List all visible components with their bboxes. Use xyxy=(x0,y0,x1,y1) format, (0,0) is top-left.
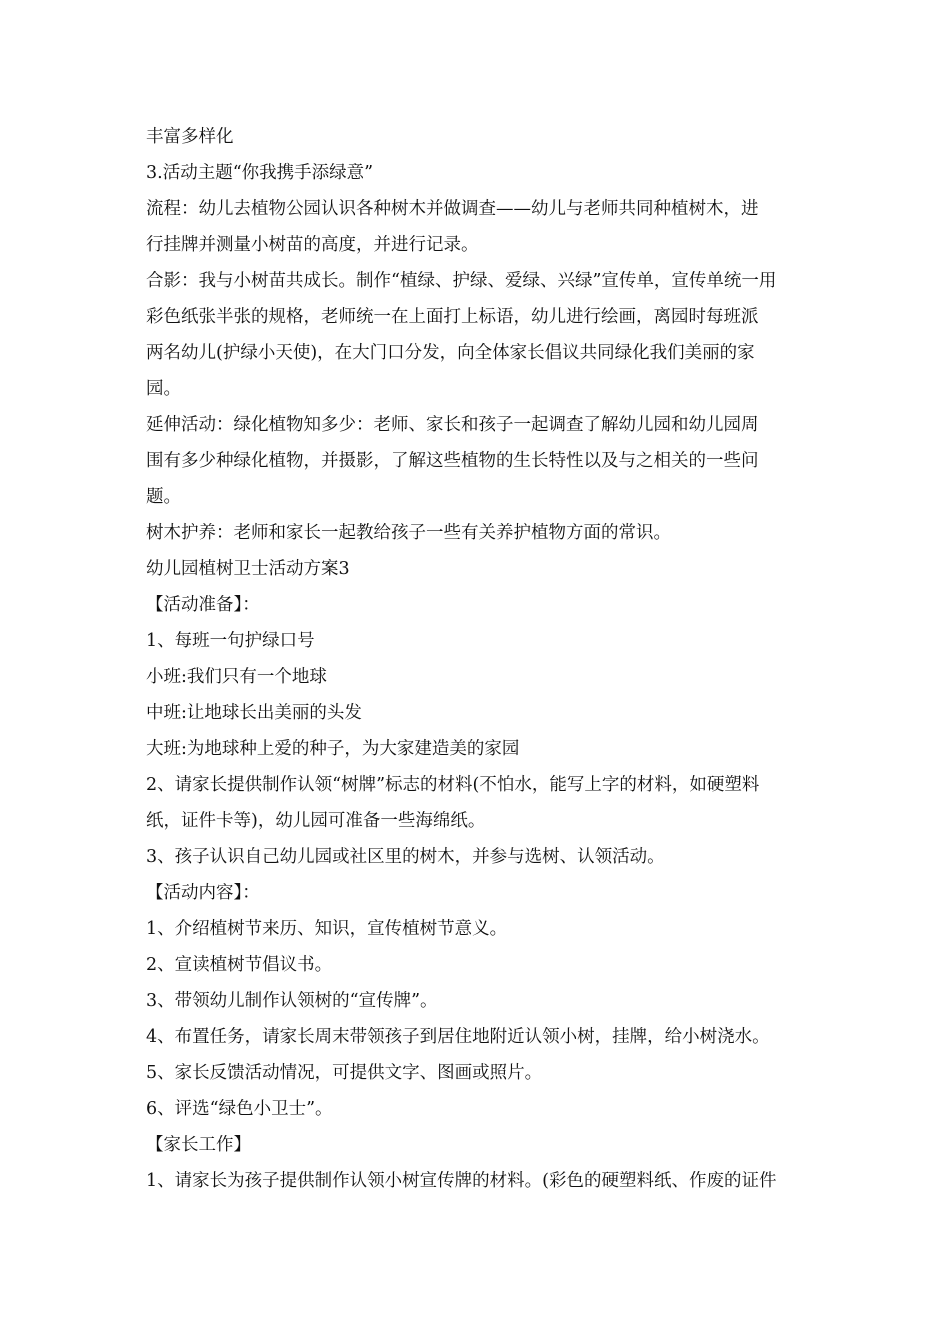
list-item: 大班:为地球种上爱的种子，为大家建造美的家园 xyxy=(146,739,520,759)
list-item: 4、布置任务，请家长周末带领孩子到居住地附近认领小树，挂牌，给小树浇水。 xyxy=(146,1027,770,1047)
text-line: 彩色纸张半张的规格，老师统一在上面打上标语，幼儿进行绘画，离园时每班派 xyxy=(146,307,759,327)
text-line: 行挂牌并测量小树苗的高度，并进行记录。 xyxy=(146,235,479,255)
list-item: 5、家长反馈活动情况，可提供文字、图画或照片。 xyxy=(146,1063,543,1083)
section-heading-parents: 【家长工作】 xyxy=(146,1135,251,1155)
list-item: 1、请家长为孩子提供制作认领小树宣传牌的材料。(彩色的硬塑料纸、作废的证件 xyxy=(146,1171,777,1191)
list-item: 3、孩子认识自己幼儿园或社区里的树木，并参与选树、认领活动。 xyxy=(146,847,665,867)
text-line: 两名幼儿(护绿小天使)，在大门口分发，向全体家长倡议共同绿化我们美丽的家 xyxy=(146,343,755,363)
list-item: 2、请家长提供制作认领“树牌”标志的材料(不怕水，能写上字的材料，如硬塑料 xyxy=(146,775,760,795)
list-item: 3、带领幼儿制作认领树的“宣传牌”。 xyxy=(146,991,438,1011)
section-heading-content: 【活动内容】： xyxy=(146,883,260,903)
activity-theme-heading: 3.活动主题“你我携手添绿意” xyxy=(146,163,374,183)
list-item: 中班:让地球长出美丽的头发 xyxy=(146,703,362,723)
section-heading-preparation: 【活动准备】： xyxy=(146,595,260,615)
text-line: 树木护养：老师和家长一起教给孩子一些有关养护植物方面的常识。 xyxy=(146,523,671,543)
text-line: 丰富多样化 xyxy=(146,127,234,147)
list-item: 2、宣读植树节倡议书。 xyxy=(146,955,333,975)
list-item: 纸，证件卡等)，幼儿园可准备一些海绵纸。 xyxy=(146,811,486,831)
list-item: 1、每班一句护绿口号 xyxy=(146,631,315,651)
list-item: 小班:我们只有一个地球 xyxy=(146,667,327,687)
list-item: 1、介绍植树节来历、知识，宣传植树节意义。 xyxy=(146,919,508,939)
text-line: 合影：我与小树苗共成长。制作“植绿、护绿、爱绿、兴绿”宣传单，宣传单统一用 xyxy=(146,271,777,291)
text-line: 园。 xyxy=(146,379,181,399)
section-title: 幼儿园植树卫士活动方案3 xyxy=(146,559,350,579)
text-line: 流程：幼儿去植物公园认识各种树木并做调查——幼儿与老师共同种植树木，进 xyxy=(146,199,759,219)
text-line: 题。 xyxy=(146,487,181,507)
document-page xyxy=(146,119,810,1199)
text-line: 围有多少种绿化植物，并摄影，了解这些植物的生长特性以及与之相关的一些问 xyxy=(146,451,759,471)
list-item: 6、评选“绿色小卫士”。 xyxy=(146,1099,333,1119)
text-line: 延伸活动：绿化植物知多少：老师、家长和孩子一起调查了解幼儿园和幼儿园周 xyxy=(146,415,759,435)
